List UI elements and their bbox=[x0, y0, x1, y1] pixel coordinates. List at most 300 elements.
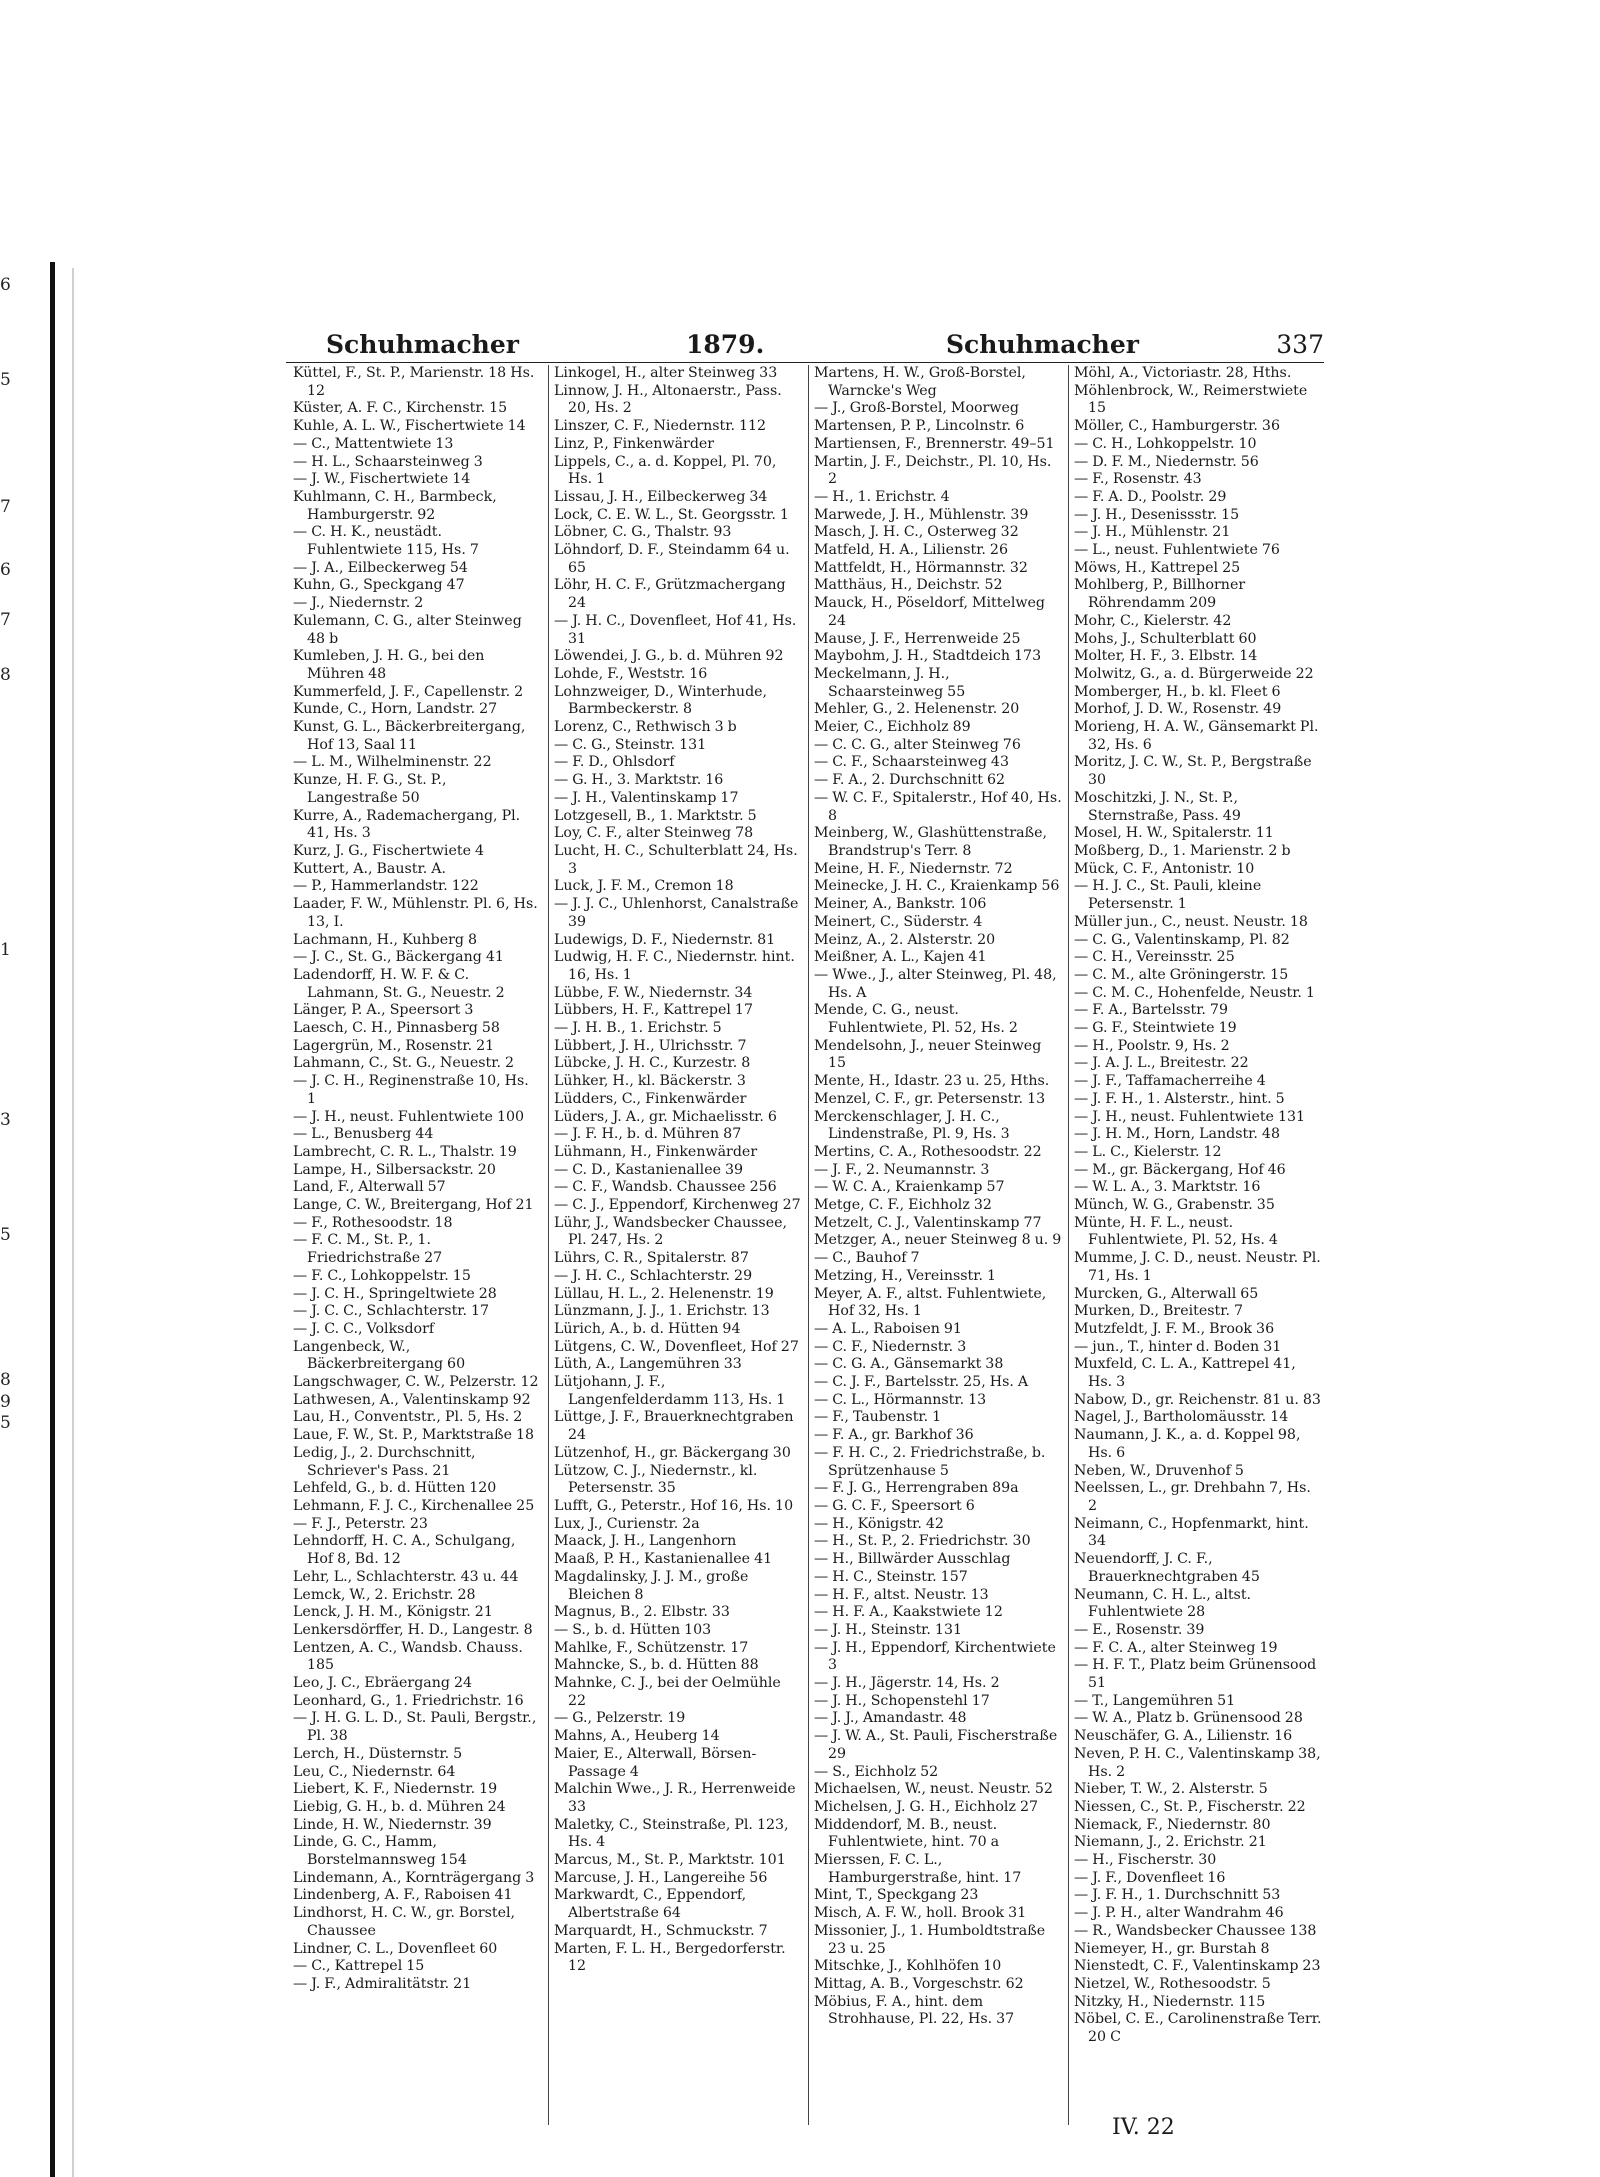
directory-entry: Land, F., Alterwall 57 bbox=[293, 1179, 446, 1196]
directory-entry: Metzger, A., neuer Steinweg 8 u. 9 bbox=[814, 1232, 1062, 1249]
directory-entry: — L. M., Wilhelminenstr. 22 bbox=[293, 754, 492, 771]
directory-entry: Matfeld, H. A., Lilienstr. 26 bbox=[814, 542, 1008, 559]
directory-entry: Neven, P. H. C., Valentinskamp 38, Hs. 2 bbox=[1074, 1745, 1321, 1780]
directory-entry: Lehfeld, G., b. d. Hütten 120 bbox=[293, 1480, 497, 1497]
directory-entry: Löhr, H. C. F., Grützmachergang 24 bbox=[554, 577, 786, 612]
directory-entry: Lühr, J., Wandsbecker Chaussee, Pl. 247, Hs. 2 bbox=[554, 1214, 788, 1249]
margin-digit: 5 bbox=[0, 1413, 11, 1433]
directory-entry: Neben, W., Druvenhof 5 bbox=[1074, 1462, 1244, 1479]
directory-entry: Lüllau, H. L., 2. Helenenstr. 19 bbox=[554, 1285, 774, 1302]
directory-entry: — J. F. H., 1. Alsterstr., hint. 5 bbox=[1074, 1090, 1285, 1107]
directory-entry: Nabow, D., gr. Reichenstr. 81 u. 83 bbox=[1074, 1391, 1321, 1408]
directory-entry: — J. H., neust. Fuhlentwiete 131 bbox=[1074, 1108, 1306, 1125]
directory-entry: — H. J. C., St. Pauli, kleine Petersenstr. 1 bbox=[1074, 878, 1262, 913]
directory-entry: — H., Poolstr. 9, Hs. 2 bbox=[1074, 1037, 1230, 1054]
directory-entry: — C. M., alte Gröningerstr. 15 bbox=[1074, 966, 1289, 983]
directory-entry: Meckelmann, J. H., Schaarsteinweg 55 bbox=[814, 665, 966, 700]
directory-entry: Nöbel, C. E., Carolinenstraße Terr. 20 C bbox=[1074, 2011, 1322, 2046]
directory-entry: Markwardt, C., Eppendorf, Albertstraße 64 bbox=[554, 1887, 747, 1922]
directory-entry: Moschitzki, J. N., St. P., Sternstraße, Pass. 49 bbox=[1074, 789, 1241, 824]
directory-entry: — P., Hammerlandstr. 122 bbox=[293, 878, 479, 895]
directory-entry: Möbius, F. A., hint. dem Strohhause, Pl. 22, Hs. 37 bbox=[814, 1993, 1015, 2028]
directory-entry: Momberger, H., b. kl. Fleet 6 bbox=[1074, 683, 1281, 700]
directory-entry: Möhlenbrock, W., Reimerstwiete 15 bbox=[1074, 382, 1308, 417]
directory-entry: — J., Groß-Borstel, Moorweg bbox=[814, 400, 1019, 417]
directory-entry: — F. A., Bartelsstr. 79 bbox=[1074, 1002, 1228, 1019]
directory-entry: Mahlke, F., Schützenstr. 17 bbox=[554, 1639, 749, 1656]
directory-entry: Lenck, J. H. M., Königstr. 21 bbox=[293, 1604, 493, 1621]
directory-entry: Lindhorst, H. C. W., gr. Borstel, Chaussee bbox=[293, 1905, 516, 1939]
directory-entry: Niemeyer, H., gr. Burstah 8 bbox=[1074, 1940, 1270, 1957]
directory-entry: — J. F., Dovenfleet 16 bbox=[1074, 1869, 1226, 1886]
directory-entry: — H., Fischerstr. 30 bbox=[1074, 1852, 1217, 1869]
directory-entry: Michaelsen, W., neust. Neustr. 52 bbox=[814, 1781, 1053, 1798]
directory-entry: Neimann, C., Hopfenmarkt, hint. 34 bbox=[1074, 1515, 1309, 1550]
directory-entry: — J. F., 2. Neumannstr. 3 bbox=[814, 1161, 990, 1178]
directory-entry: — C. H., Vereinsstr. 25 bbox=[1074, 949, 1235, 966]
directory-entry: Mauck, H., Pöseldorf, Mittelweg 24 bbox=[814, 595, 1046, 629]
directory-entry: Missonier, J., 1. Humboldtstraße 23 u. 25 bbox=[814, 1922, 1046, 1957]
directory-entry: — C. F., Wandsb. Chaussee 256 bbox=[554, 1179, 777, 1196]
directory-entry: Mück, C. F., Antonistr. 10 bbox=[1074, 860, 1255, 877]
directory-entry: Meier, C., Eichholz 89 bbox=[814, 719, 971, 736]
directory-entry: — jun., T., hinter d. Boden 31 bbox=[1074, 1338, 1282, 1355]
directory-entry: — C. H., Lohkoppelstr. 10 bbox=[1074, 435, 1257, 452]
directory-entry: Molwitz, G., a. d. Bürgerweide 22 bbox=[1074, 665, 1314, 682]
directory-entry: Laesch, C. H., Pinnasberg 58 bbox=[293, 1020, 500, 1037]
directory-entry: Nienstedt, C. F., Valentinskamp 23 bbox=[1074, 1958, 1321, 1975]
directory-entry: Küttel, F., St. P., Marienstr. 18 Hs. 12 bbox=[293, 365, 535, 399]
page-number: 337 bbox=[1276, 330, 1324, 359]
directory-entry: Loy, C. F., alter Steinweg 78 bbox=[554, 825, 754, 842]
directory-entry: — R., Wandsbecker Chaussee 138 bbox=[1074, 1922, 1317, 1939]
directory-entry: — J. W. A., St. Pauli, Fischerstraße 29 bbox=[814, 1728, 1058, 1762]
directory-entry: — J. C., St. G., Bäckergang 41 bbox=[293, 949, 504, 966]
directory-entry: Kuhn, G., Speckgang 47 bbox=[293, 577, 465, 594]
directory-entry: Lindenberg, A. F., Raboisen 41 bbox=[293, 1887, 513, 1904]
directory-entry: — F. A., gr. Barkhof 36 bbox=[814, 1427, 974, 1444]
directory-entry: Lühmann, H., Finkenwärder bbox=[554, 1143, 758, 1160]
directory-entry: Meinecke, J. H. C., Kraienkamp 56 bbox=[814, 878, 1060, 895]
directory-entry: Leo, J. C., Ebräergang 24 bbox=[293, 1675, 473, 1692]
directory-entry: Lüttge, J. F., Brauerknechtgraben 24 bbox=[554, 1409, 794, 1444]
directory-entry: Ludwig, H. F. C., Niedernstr. hint. 16, Hs. 1 bbox=[554, 949, 795, 983]
directory-entry: Meinz, A., 2. Alsterstr. 20 bbox=[814, 931, 996, 948]
directory-entry: Mittag, A. B., Vorgeschstr. 62 bbox=[814, 1975, 1024, 1992]
directory-entry: — F. C., Lohkoppelstr. 15 bbox=[293, 1267, 471, 1284]
directory-entry: — C. G., Steinstr. 131 bbox=[554, 736, 707, 753]
directory-entry: Meyer, A. F., altst. Fuhlentwiete, Hof 32, Hs. 1 bbox=[814, 1285, 1047, 1320]
directory-entry: Mahns, A., Heuberg 14 bbox=[554, 1728, 720, 1745]
directory-entry: — H. C., Steinstr. 157 bbox=[814, 1568, 968, 1585]
directory-entry: Lerch, H., Düsternstr. 5 bbox=[293, 1745, 463, 1762]
directory-entry: Neuschäfer, G. A., Lilienstr. 16 bbox=[1074, 1728, 1293, 1745]
directory-entry: — L., neust. Fuhlentwiete 76 bbox=[1074, 542, 1280, 559]
directory-entry: Lünzmann, J. J., 1. Erichstr. 13 bbox=[554, 1303, 770, 1320]
directory-entry: Magdalinsky, J. J. M., große Bleichen 8 bbox=[554, 1568, 749, 1603]
directory-entry: Lührs, C. R., Spitalerstr. 87 bbox=[554, 1250, 749, 1267]
margin-digit: 5 bbox=[0, 370, 11, 390]
directory-entry: — C. J. F., Bartelsstr. 25, Hs. A bbox=[814, 1374, 1029, 1391]
directory-entry: Lindner, C. L., Dovenfleet 60 bbox=[293, 1940, 498, 1957]
directory-entry: Lüdders, C., Finkenwärder bbox=[554, 1090, 747, 1107]
directory-entry: — J. H. G. L. D., St. Pauli, Bergstr., Pl. 38 bbox=[293, 1710, 537, 1745]
directory-entry: — H. L., Schaarsteinweg 3 bbox=[293, 453, 483, 470]
directory-entry: — F. H. C., 2. Friedrichstraße, b. Sprützenhause 5 bbox=[814, 1444, 1046, 1479]
directory-entry: Muxfeld, C. L. A., Kattrepel 41, Hs. 3 bbox=[1074, 1356, 1296, 1391]
directory-entry: Lufft, G., Peterstr., Hof 16, Hs. 10 bbox=[554, 1498, 794, 1514]
directory-columns bbox=[288, 365, 1328, 2125]
directory-entry: Kumleben, J. H. G., bei den Mühren 48 bbox=[293, 648, 485, 682]
directory-entry: — W. L. A., 3. Marktstr. 16 bbox=[1074, 1179, 1261, 1196]
directory-entry: — F. A. D., Poolstr. 29 bbox=[1074, 488, 1227, 505]
directory-entry: Marcus, M., St. P., Marktstr. 101 bbox=[554, 1852, 786, 1869]
directory-entry: — J. W., Fischertwiete 14 bbox=[293, 471, 471, 488]
directory-entry: Lehndorff, H. C. A., Schulgang, Hof 8, Bd. 12 bbox=[293, 1533, 516, 1568]
directory-entry: Möws, H., Kattrepel 25 bbox=[1074, 559, 1241, 576]
directory-entry: Lüth, A., Langemühren 33 bbox=[554, 1356, 742, 1373]
directory-entry: Nitzky, H., Niedernstr. 115 bbox=[1074, 1993, 1266, 2010]
directory-entry: — G. C. F., Speersort 6 bbox=[814, 1498, 975, 1514]
directory-entry: Metzelt, C. J., Valentinskamp 77 bbox=[814, 1214, 1042, 1231]
directory-entry: — C. G., Valentinskamp, Pl. 82 bbox=[1074, 931, 1290, 948]
directory-entry: — F. J., Peterstr. 23 bbox=[293, 1515, 428, 1532]
directory-entry: Martens, H. W., Groß-Borstel, Warncke's Weg bbox=[814, 365, 1026, 399]
directory-entry: — G., Pelzerstr. 19 bbox=[554, 1710, 686, 1727]
directory-entry: — L. C., Kielerstr. 12 bbox=[1074, 1143, 1222, 1160]
directory-entry: — J. F., Admiralitätstr. 21 bbox=[293, 1975, 472, 1992]
directory-entry: — J. C. C., Schlachterstr. 17 bbox=[293, 1303, 490, 1320]
directory-entry: Marwede, J. H., Mühlenstr. 39 bbox=[814, 506, 1029, 523]
directory-entry: Mumme, J. C. D., neust. Neustr. Pl. 71, Hs. 1 bbox=[1074, 1250, 1321, 1284]
directory-entry: Mitschke, J., Kohlhöfen 10 bbox=[814, 1958, 1002, 1975]
directory-entry: Luck, J. F. M., Cremon 18 bbox=[554, 878, 734, 895]
directory-entry: Leonhard, G., 1. Friedrichstr. 16 bbox=[293, 1692, 524, 1709]
directory-entry: — J. A. J. L., Breitestr. 22 bbox=[1074, 1055, 1249, 1072]
directory-entry: Kuttert, A., Baustr. A. bbox=[293, 860, 447, 877]
directory-entry: Ledig, J., 2. Durchschnitt, Schriever's Pass. 21 bbox=[293, 1444, 476, 1479]
margin-digit: 8 bbox=[0, 665, 11, 685]
directory-entry: Leu, C., Niedernstr. 64 bbox=[293, 1763, 456, 1780]
directory-entry: — G. H., 3. Marktstr. 16 bbox=[554, 772, 724, 789]
directory-entry: Löbner, C. G., Thalstr. 93 bbox=[554, 524, 732, 541]
directory-entry: Magnus, B., 2. Elbstr. 33 bbox=[554, 1604, 730, 1621]
directory-entry: Mutzfeldt, J. F. M., Brook 36 bbox=[1074, 1320, 1275, 1337]
directory-entry: — F., Rosenstr. 43 bbox=[1074, 471, 1202, 488]
directory-entry: Lathwesen, A., Valentinskamp 92 bbox=[293, 1391, 531, 1408]
directory-entry: — H. F. T., Platz beim Grünensood 51 bbox=[1074, 1657, 1317, 1692]
directory-entry: Lützow, C. J., Niedernstr., kl. Petersenstr. 35 bbox=[554, 1462, 758, 1497]
directory-entry: Lippels, C., a. d. Koppel, Pl. 70, Hs. 1 bbox=[554, 453, 777, 488]
directory-entry: Meinberg, W., Glashüttenstraße, Brandstrup's Terr. 8 bbox=[814, 825, 1048, 859]
directory-entry: Lahmann, C., St. G., Neuestr. 2 bbox=[293, 1055, 514, 1072]
directory-entry: Malchin Wwe., J. R., Herrenweide 33 bbox=[554, 1781, 796, 1815]
directory-entry: Lucht, H. C., Schulterblatt 24, Hs. 3 bbox=[554, 842, 798, 877]
directory-entry: Masch, J. H. C., Osterweg 32 bbox=[814, 524, 1019, 541]
directory-entry: Lux, J., Curienstr. 2a bbox=[554, 1515, 700, 1532]
directory-entry: Marten, F. L. H., Bergedorferstr. 12 bbox=[554, 1940, 786, 1975]
directory-entry: Mendelsohn, J., neuer Steinweg 15 bbox=[814, 1037, 1042, 1072]
directory-entry: — J. H., Jägerstr. 14, Hs. 2 bbox=[814, 1675, 1000, 1692]
directory-entry: Maier, E., Alterwall, Börsen-Passage 4 bbox=[554, 1745, 757, 1780]
directory-entry: Maletky, C., Steinstraße, Pl. 123, Hs. 4 bbox=[554, 1816, 789, 1851]
header-right-title: Schuhmacher bbox=[946, 330, 1139, 359]
directory-entry: — W. A., Platz b. Grünensood 28 bbox=[1074, 1710, 1303, 1727]
directory-entry: — W. C. A., Kraienkamp 57 bbox=[814, 1179, 1005, 1196]
directory-entry: — C., Mattentwiete 13 bbox=[293, 435, 454, 452]
directory-entry: Lohnzweiger, D., Winterhude, Barmbeckerstr. 8 bbox=[554, 683, 768, 718]
directory-entry: Menzel, C. F., gr. Petersenstr. 13 bbox=[814, 1090, 1046, 1107]
directory-entry: — J., Niedernstr. 2 bbox=[293, 595, 424, 612]
directory-entry: Matthäus, H., Deichstr. 52 bbox=[814, 577, 1003, 594]
directory-entry: Misch, A. F. W., holl. Brook 31 bbox=[814, 1905, 1027, 1922]
directory-entry: Michelsen, J. G. H., Eichholz 27 bbox=[814, 1798, 1038, 1815]
directory-entry: Marquardt, H., Schmuckstr. 7 bbox=[554, 1922, 768, 1939]
directory-entry: Martensen, P. P., Lincolnstr. 6 bbox=[814, 418, 1025, 435]
directory-entry: — C. H. K., neustädt. Fuhlentwiete 115, Hs. 7 bbox=[293, 524, 479, 559]
directory-entry: — S., Eichholz 52 bbox=[814, 1763, 939, 1780]
directory-entry: Lagergrün, M., Rosenstr. 21 bbox=[293, 1037, 495, 1054]
directory-entry: Ludewigs, D. F., Niedernstr. 81 bbox=[554, 931, 776, 948]
directory-entry: Middendorf, M. B., neust. Fuhlentwiete, hint. 70 a bbox=[814, 1816, 1000, 1851]
directory-entry: Mause, J. F., Herrenweide 25 bbox=[814, 630, 1021, 647]
directory-entry: — C. M. C., Hohenfelde, Neustr. 1 bbox=[1074, 984, 1315, 1001]
header-year: 1879. bbox=[686, 330, 765, 359]
directory-entry: Löhndorf, D. F., Steindamm 64 u. 65 bbox=[554, 542, 790, 576]
directory-entry: — J. C. H., Reginenstraße 10, Hs. 1 bbox=[293, 1073, 529, 1107]
directory-entry: Lissau, J. H., Eilbeckerweg 34 bbox=[554, 488, 768, 505]
margin-digit: 7 bbox=[0, 610, 11, 630]
directory-entry: — C. F., Niedernstr. 3 bbox=[814, 1338, 967, 1355]
directory-entry: Mohs, J., Schulterblatt 60 bbox=[1074, 630, 1257, 647]
directory-entry: Lock, C. E. W. L., St. Georgsstr. 1 bbox=[554, 506, 789, 523]
directory-entry: Maybohm, J. H., Stadtdeich 173 bbox=[814, 648, 1042, 665]
directory-entry: Kurre, A., Rademachergang, Pl. 41, Hs. 3 bbox=[293, 807, 521, 842]
directory-entry: — C. C. G., alter Steinweg 76 bbox=[814, 736, 1021, 753]
directory-entry: — F., Rothesoodstr. 18 bbox=[293, 1214, 453, 1231]
directory-entry: Möhl, A., Victoriastr. 28, Hths. bbox=[1074, 365, 1292, 381]
directory-entry: — C. L., Hörmannstr. 13 bbox=[814, 1391, 987, 1408]
directory-entry: — J. C. H., Springeltwiete 28 bbox=[293, 1285, 497, 1302]
directory-entry: Lehr, L., Schlachterstr. 43 u. 44 bbox=[293, 1568, 519, 1585]
directory-entry: Nagel, J., Bartholomäusstr. 14 bbox=[1074, 1409, 1289, 1426]
directory-entry: Langenbeck, W., Bäckerbreitergang 60 bbox=[293, 1338, 466, 1373]
directory-entry: Kurz, J. G., Fischertwiete 4 bbox=[293, 842, 484, 859]
directory-entry: Kuhlmann, C. H., Barmbeck, Hamburgerstr. 92 bbox=[293, 488, 497, 523]
directory-entry: Lübbe, F. W., Niedernstr. 34 bbox=[554, 984, 753, 1001]
directory-entry: — F., Taubenstr. 1 bbox=[814, 1409, 942, 1426]
directory-entry: Mosel, H. W., Spitalerstr. 11 bbox=[1074, 825, 1274, 842]
directory-entry: Morhof, J. D. W., Rosenstr. 49 bbox=[1074, 701, 1282, 718]
directory-entry: — E., Rosenstr. 39 bbox=[1074, 1621, 1205, 1638]
directory-entry: Moritz, J. C. W., St. P., Bergstraße 30 bbox=[1074, 754, 1312, 789]
directory-entry: Lühker, H., kl. Bäckerstr. 3 bbox=[554, 1073, 746, 1090]
directory-entry: Kunze, H. F. G., St. P., Langestraße 50 bbox=[293, 772, 447, 806]
directory-entry: — J. J., Amandastr. 48 bbox=[814, 1710, 967, 1727]
directory-entry: Lenkersdörffer, H. D., Langestr. 8 bbox=[293, 1621, 533, 1638]
directory-entry: — J. J. C., Uhlenhorst, Canalstraße 39 bbox=[554, 896, 799, 930]
directory-entry: Linszer, C. F., Niedernstr. 112 bbox=[554, 418, 767, 435]
directory-entry: Lachmann, H., Kuhberg 8 bbox=[293, 931, 478, 948]
directory-entry: Lübbers, H. F., Kattrepel 17 bbox=[554, 1002, 753, 1019]
directory-entry: Lütjohann, J. F., Langenfelderdamm 113, Hs. 1 bbox=[554, 1374, 786, 1408]
directory-entry: Linde, G. C., Hamm, Borstelmannsweg 154 bbox=[293, 1834, 467, 1869]
directory-entry: Kulemann, C. G., alter Steinweg 48 b bbox=[293, 612, 522, 647]
directory-entry: — F. D., Ohlsdorf bbox=[554, 754, 675, 771]
directory-entry: Länger, P. A., Speersort 3 bbox=[293, 1002, 474, 1019]
directory-entry: Metge, C. F., Eichholz 32 bbox=[814, 1197, 992, 1214]
directory-entry: — H. F., altst. Neustr. 13 bbox=[814, 1586, 989, 1603]
directory-entry: — J. H., Mühlenstr. 21 bbox=[1074, 524, 1231, 541]
directory-entry: Nieber, T. W., 2. Alsterstr. 5 bbox=[1074, 1781, 1268, 1798]
directory-entry: Martiensen, F., Brennerstr. 49–51 bbox=[814, 435, 1055, 452]
header-left-title: Schuhmacher bbox=[326, 330, 519, 359]
directory-entry: Küster, A. F. C., Kirchenstr. 15 bbox=[293, 400, 508, 417]
header-rule bbox=[286, 362, 1324, 363]
directory-entry: — C. G. A., Gänsemarkt 38 bbox=[814, 1356, 1004, 1373]
margin-digit: 5 bbox=[0, 1225, 11, 1245]
directory-entry: Mohr, C., Kielerstr. 42 bbox=[1074, 612, 1232, 629]
directory-entry: — T., Langemühren 51 bbox=[1074, 1692, 1236, 1709]
directory-entry: Marcuse, J. H., Langereihe 56 bbox=[554, 1869, 768, 1886]
directory-entry: — J. H., Eppendorf, Kirchentwiete 3 bbox=[814, 1639, 1056, 1674]
directory-entry: — J. H. B., 1. Erichstr. 5 bbox=[554, 1020, 722, 1037]
directory-entry: Lambrecht, C. R. L., Thalstr. 19 bbox=[293, 1143, 517, 1160]
directory-entry: — J. F. H., 1. Durchschnitt 53 bbox=[1074, 1887, 1281, 1904]
directory-entry: Mohlberg, P., Billhorner Röhrendamm 209 bbox=[1074, 577, 1246, 612]
directory-entry: Mehler, G., 2. Helenenstr. 20 bbox=[814, 701, 1020, 718]
directory-entry: Lotzgesell, B., 1. Marktstr. 5 bbox=[554, 807, 757, 824]
page-header bbox=[286, 330, 1324, 360]
directory-entry: — J. F., Taffamacherreihe 4 bbox=[1074, 1073, 1266, 1090]
directory-entry: Morieng, H. A. W., Gänsemarkt Pl. 32, Hs. 6 bbox=[1074, 719, 1319, 753]
directory-entry: Lentzen, A. C., Wandsb. Chauss. 185 bbox=[293, 1639, 523, 1674]
directory-entry: Lorenz, C., Rethwisch 3 b bbox=[554, 719, 737, 736]
directory-entry: — J. H., Valentinskamp 17 bbox=[554, 789, 739, 806]
directory-entry: Meinert, C., Süderstr. 4 bbox=[814, 913, 983, 930]
directory-entry: Lehmann, F. J. C., Kirchenallee 25 bbox=[293, 1498, 535, 1514]
directory-entry: Lau, H., Conventstr., Pl. 5, Hs. 2 bbox=[293, 1409, 523, 1426]
margin-digit: 6 bbox=[0, 560, 11, 580]
directory-entry: Laader, F. W., Mühlenstr. Pl. 6, Hs. 13, I. bbox=[293, 896, 538, 930]
directory-entry: Mahnke, C. J., bei der Oelmühle 22 bbox=[554, 1675, 781, 1709]
margin-digit: 9 bbox=[0, 1392, 11, 1412]
directory-entry: Kuhle, A. L. W., Fischertwiete 14 bbox=[293, 418, 526, 435]
directory-column-4 bbox=[1068, 365, 1324, 2125]
directory-entry: Langschwager, C. W., Pelzerstr. 12 bbox=[293, 1374, 539, 1391]
directory-entry: Lübcke, J. H. C., Kurzestr. 8 bbox=[554, 1055, 751, 1072]
directory-entry: — L., Benusberg 44 bbox=[293, 1126, 434, 1143]
directory-entry: Lampe, H., Silbersackstr. 20 bbox=[293, 1161, 496, 1178]
directory-entry: — W. C. F., Spitalerstr., Hof 40, Hs. 8 bbox=[814, 789, 1062, 824]
margin-digit: 8 bbox=[0, 1370, 11, 1390]
directory-entry: Müller jun., C., neust. Neustr. 18 bbox=[1074, 913, 1308, 930]
directory-entry: Liebig, G. H., b. d. Mühren 24 bbox=[293, 1798, 506, 1815]
directory-entry: Mattfeldt, H., Hörmannstr. 32 bbox=[814, 559, 1028, 576]
directory-column-2 bbox=[548, 365, 804, 2125]
directory-entry: — J. H., Steinstr. 131 bbox=[814, 1621, 962, 1638]
directory-entry: Neumann, C. H. L., altst. Fuhlentwiete 28 bbox=[1074, 1586, 1252, 1621]
directory-entry: Merckenschlager, J. H. C., Lindenstraße, Pl. 9, Hs. 3 bbox=[814, 1108, 1010, 1143]
margin-digit: 3 bbox=[0, 1110, 11, 1130]
directory-entry: Murken, D., Breitestr. 7 bbox=[1074, 1303, 1243, 1320]
directory-entry: — J. H. C., Schlachterstr. 29 bbox=[554, 1267, 753, 1284]
directory-entry: — A. L., Raboisen 91 bbox=[814, 1320, 962, 1337]
directory-entry: — J. H., neust. Fuhlentwiete 100 bbox=[293, 1108, 525, 1125]
directory-entry: — J. H. M., Horn, Landstr. 48 bbox=[1074, 1126, 1280, 1143]
directory-entry: Murcken, G., Alterwall 65 bbox=[1074, 1285, 1259, 1302]
directory-entry: — M., gr. Bäckergang, Hof 46 bbox=[1074, 1161, 1286, 1178]
directory-entry: Lindemann, A., Kornträgergang 3 bbox=[293, 1869, 535, 1886]
directory-entry: — F. J. G., Herrengraben 89a bbox=[814, 1480, 1019, 1497]
directory-entry: — Wwe., J., alter Steinweg, Pl. 48, Hs. A bbox=[814, 966, 1057, 1001]
directory-entry: Mende, C. G., neust. Fuhlentwiete, Pl. 52, Hs. 2 bbox=[814, 1002, 1018, 1037]
directory-entry: — D. F. M., Niedernstr. 56 bbox=[1074, 453, 1259, 470]
directory-entry: Lemck, W., 2. Erichstr. 28 bbox=[293, 1586, 476, 1603]
directory-entry: Niemann, J., 2. Erichstr. 21 bbox=[1074, 1834, 1267, 1851]
directory-entry: Kunst, G. L., Bäckerbreitergang, Hof 13, Saal 11 bbox=[293, 719, 526, 753]
directory-entry: Lange, C. W., Breitergang, Hof 21 bbox=[293, 1197, 534, 1214]
directory-entry: Lübbert, J. H., Ulrichsstr. 7 bbox=[554, 1037, 747, 1054]
directory-entry: — J. F. H., b. d. Mühren 87 bbox=[554, 1126, 742, 1143]
signature-mark: IV. 22 bbox=[1112, 2115, 1175, 2140]
directory-entry: Naumann, J. K., a. d. Koppel 98, Hs. 6 bbox=[1074, 1427, 1301, 1461]
directory-entry: Nietzel, W., Rothesoodstr. 5 bbox=[1074, 1975, 1271, 1992]
directory-entry: Niessen, C., St. P., Fischerstr. 22 bbox=[1074, 1798, 1306, 1815]
directory-entry: Münte, H. F. L., neust. Fuhlentwiete, Pl. 52, Hs. 4 bbox=[1074, 1214, 1278, 1249]
book-spine bbox=[0, 262, 55, 2177]
directory-column-1 bbox=[288, 365, 543, 2125]
directory-entry: — F. C. A., alter Steinweg 19 bbox=[1074, 1639, 1278, 1656]
directory-entry: Mertins, C. A., Rothesoodstr. 22 bbox=[814, 1143, 1042, 1160]
directory-entry: Metzing, H., Vereinsstr. 1 bbox=[814, 1267, 996, 1284]
directory-entry: Lüders, J. A., gr. Michaelisstr. 6 bbox=[554, 1108, 777, 1125]
directory-entry: — J. P. H., alter Wandrahm 46 bbox=[1074, 1905, 1284, 1922]
directory-entry: Mierssen, F. C. L., Hamburgerstraße, hint. 17 bbox=[814, 1852, 1022, 1886]
directory-entry: — S., b. d. Hütten 103 bbox=[554, 1621, 712, 1638]
directory-entry: Linkogel, H., alter Steinweg 33 bbox=[554, 365, 778, 381]
margin-digit: 6 bbox=[0, 275, 11, 295]
directory-entry: Linnow, J. H., Altonaerstr., Pass. 20, Hs. 2 bbox=[554, 382, 782, 417]
directory-entry: — H., 1. Erichstr. 4 bbox=[814, 488, 950, 505]
directory-entry: — C. J., Eppendorf, Kirchenweg 27 bbox=[554, 1197, 801, 1214]
directory-entry: Moßberg, D., 1. Marienstr. 2 b bbox=[1074, 842, 1291, 859]
directory-entry: Maaß, P. H., Kastanienallee 41 bbox=[554, 1551, 773, 1568]
directory-entry: Laue, F. W., St. P., Marktstraße 18 bbox=[293, 1427, 535, 1444]
directory-entry: Löwendei, J. G., b. d. Mühren 92 bbox=[554, 648, 784, 665]
directory-entry: — J. H. C., Dovenfleet, Hof 41, Hs. 31 bbox=[554, 612, 797, 647]
directory-entry: Neelssen, L., gr. Drehbahn 7, Hs. 2 bbox=[1074, 1480, 1311, 1514]
directory-entry: — C. F., Schaarsteinweg 43 bbox=[814, 754, 1009, 771]
directory-entry: Lütgens, C. W., Dovenfleet, Hof 27 bbox=[554, 1338, 799, 1355]
directory-entry: — C., Kattrepel 15 bbox=[293, 1958, 425, 1975]
directory-entry: — F. A., 2. Durchschnitt 62 bbox=[814, 772, 1006, 789]
directory-entry: — J. H., Desenissstr. 15 bbox=[1074, 506, 1240, 523]
directory-entry: — F. C. M., St. P., 1. Friedrichstraße 27 bbox=[293, 1232, 443, 1267]
directory-entry: Molter, H. F., 3. Elbstr. 14 bbox=[1074, 648, 1258, 665]
directory-entry: — J. C. C., Volksdorf bbox=[293, 1320, 435, 1337]
directory-entry: Mente, H., Idastr. 23 u. 25, Hths. bbox=[814, 1073, 1050, 1090]
directory-entry: Linde, H. W., Niedernstr. 39 bbox=[293, 1816, 492, 1833]
directory-entry: — H., Königstr. 42 bbox=[814, 1515, 944, 1532]
directory-entry: Niemack, F., Niedernstr. 80 bbox=[1074, 1816, 1271, 1833]
directory-entry: Münch, W. G., Grabenstr. 35 bbox=[1074, 1197, 1275, 1214]
directory-entry: Lohde, F., Weststr. 16 bbox=[554, 665, 708, 682]
margin-digit: 1 bbox=[0, 940, 11, 960]
directory-column-3 bbox=[808, 365, 1064, 2125]
directory-entry: Lützenhof, H., gr. Bäckergang 30 bbox=[554, 1444, 791, 1461]
directory-entry: Lürich, A., b. d. Hütten 94 bbox=[554, 1320, 741, 1337]
